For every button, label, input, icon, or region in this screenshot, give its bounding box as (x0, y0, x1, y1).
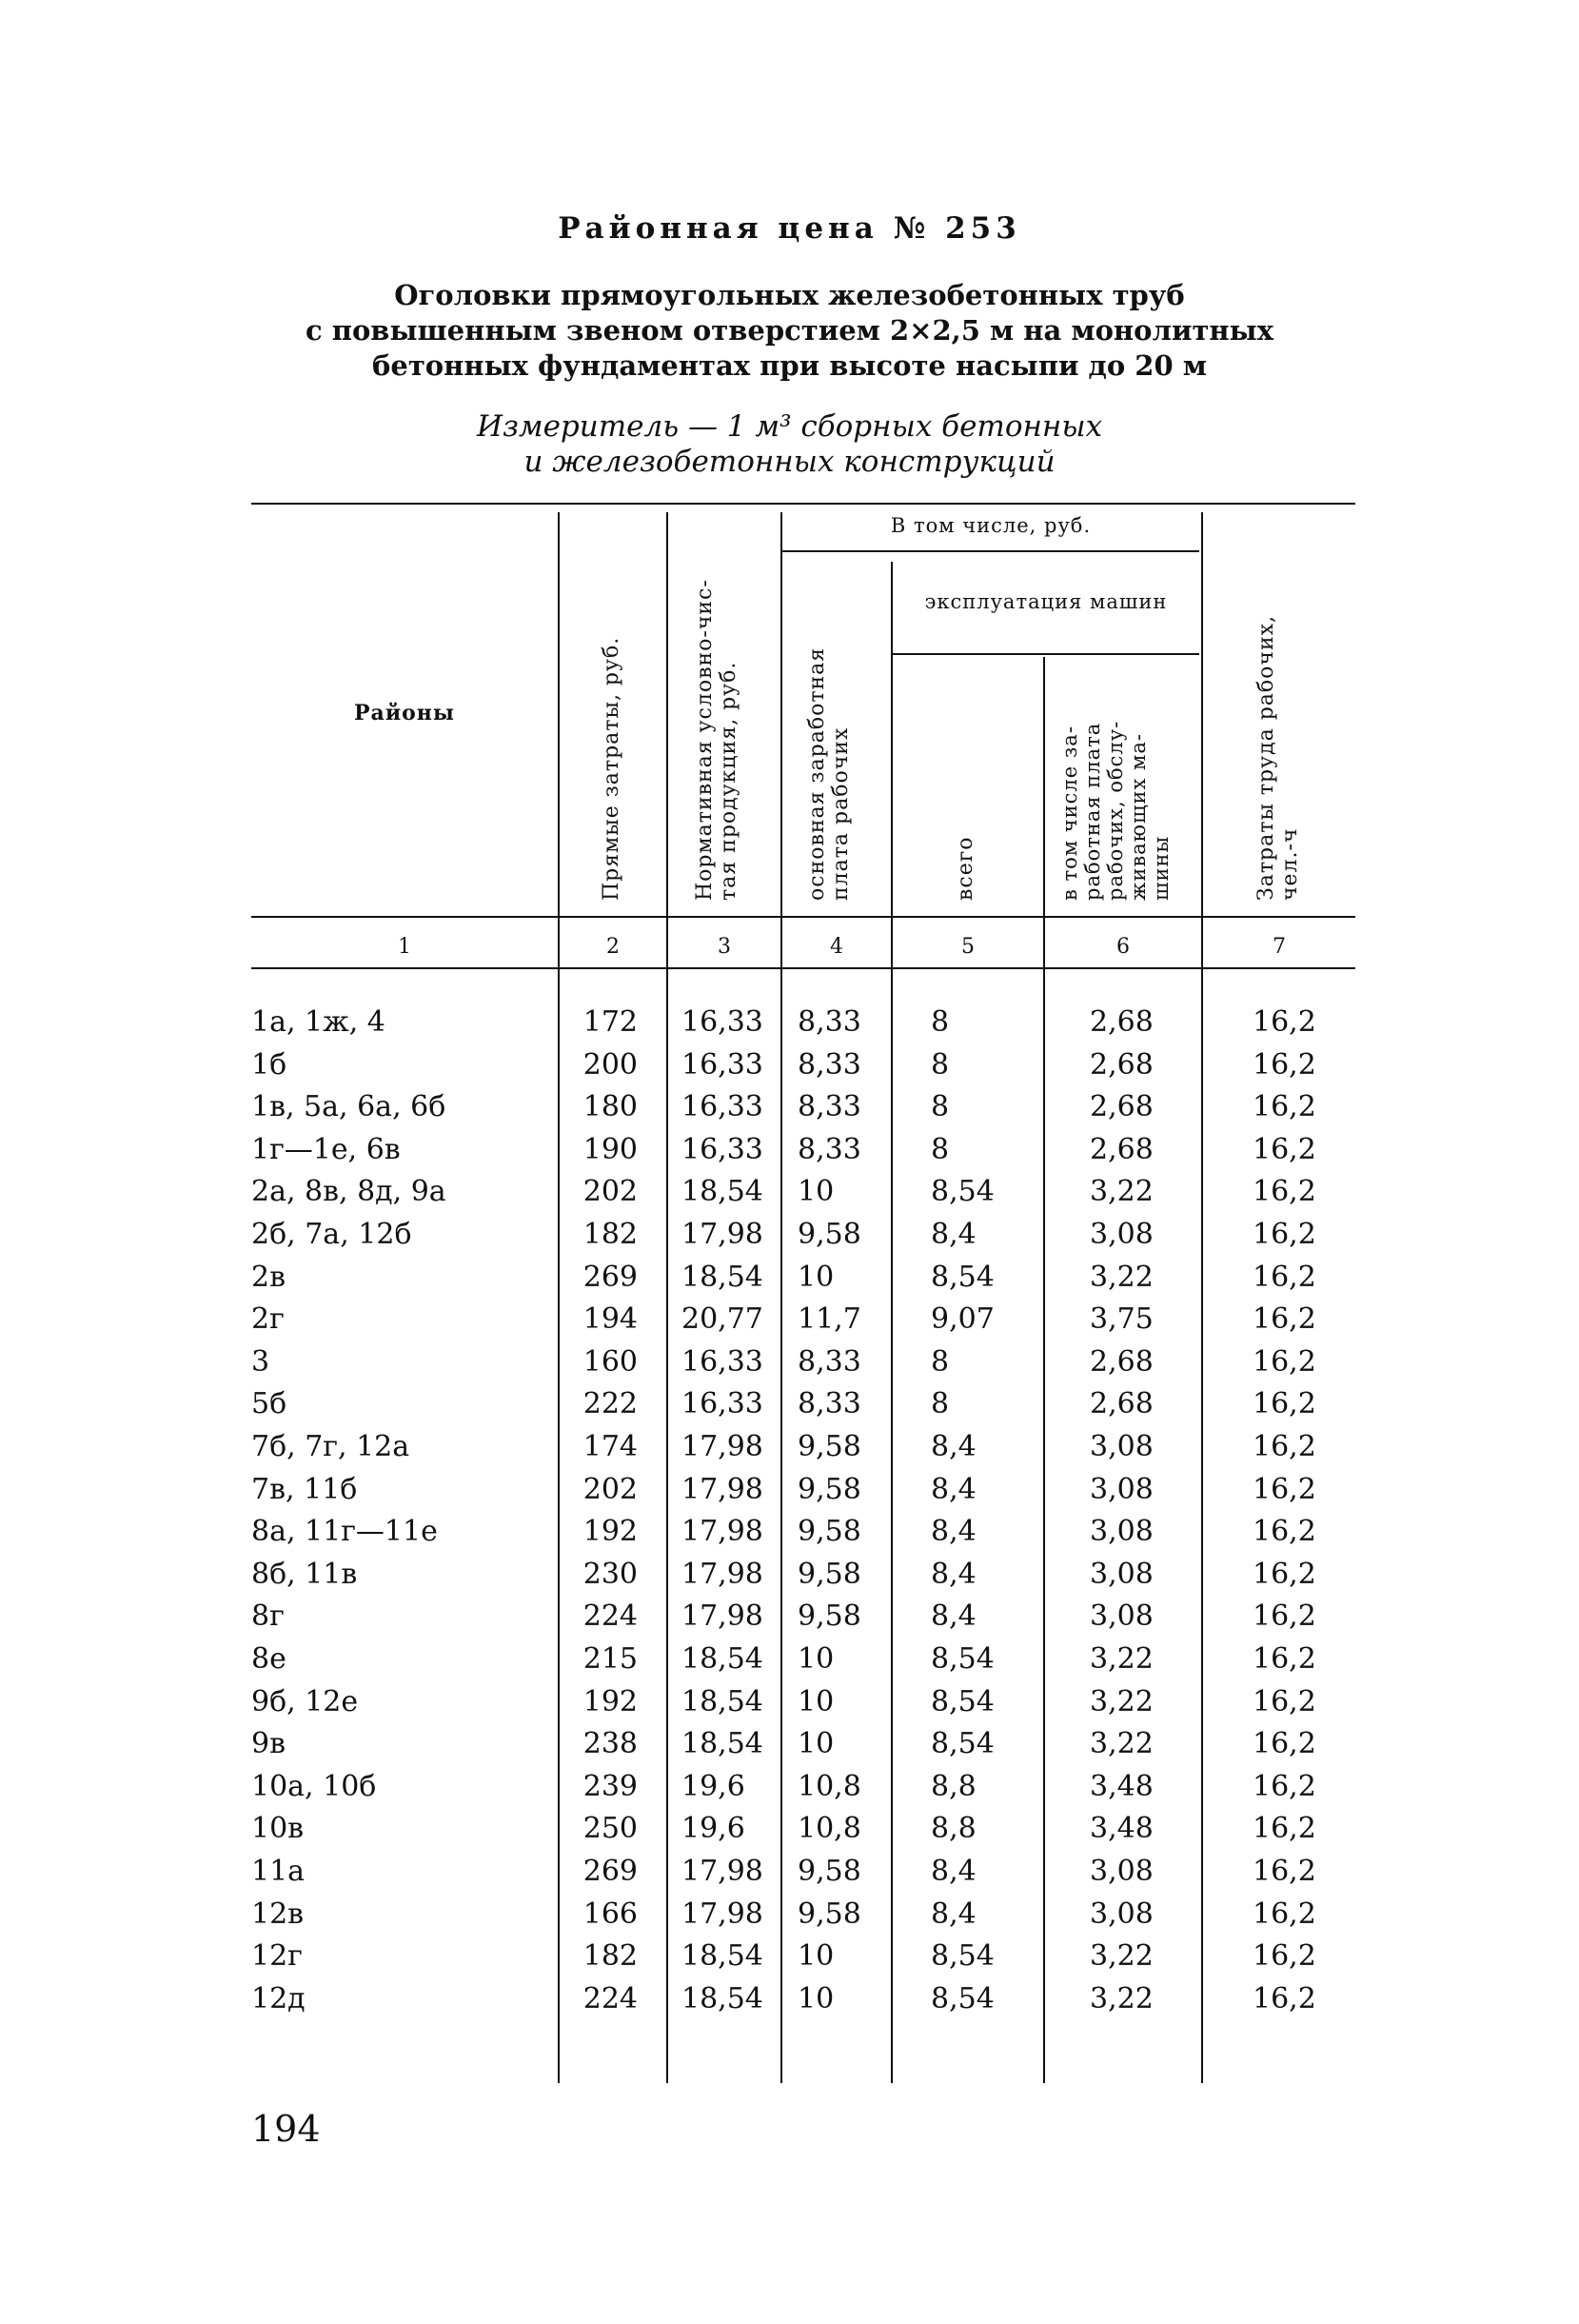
labor-cell: 16,2 (1253, 1175, 1316, 1208)
header-base-salary (805, 647, 853, 901)
labor-cell: 16,2 (1253, 1005, 1316, 1039)
machine-salary-cell: 3,48 (1090, 1770, 1154, 1803)
machine-total-cell: 8,4 (931, 1515, 977, 1548)
machine-total-cell: 8,54 (931, 1727, 995, 1760)
base-salary-cell: 9,58 (798, 1558, 861, 1591)
measure-line: Измеритель — 1 м³ сборных бетонных (476, 409, 1103, 444)
region-cell: 2б, 7а, 12б (251, 1218, 412, 1251)
header-bottom-rule (251, 916, 1355, 918)
machine-total-cell: 8,54 (931, 1939, 995, 1973)
labor-cell: 16,2 (1253, 1770, 1316, 1803)
machine-salary-cell: 3,08 (1090, 1558, 1154, 1591)
base-salary-cell: 10 (798, 1685, 835, 1718)
machine-total-cell: 8,8 (931, 1812, 977, 1845)
machine-total-cell: 8 (931, 1133, 950, 1166)
machine-salary-cell: 3,22 (1090, 1982, 1154, 2016)
machine-salary-cell: 3,08 (1090, 1473, 1154, 1506)
region-cell: 10в (251, 1812, 305, 1845)
page-number: 194 (251, 2108, 321, 2150)
direct-costs-cell: 194 (582, 1302, 638, 1336)
machine-total-cell: 8 (931, 1387, 950, 1420)
labor-cell: 16,2 (1253, 1727, 1316, 1760)
labor-cell: 16,2 (1253, 1387, 1316, 1420)
direct-costs-cell: 174 (582, 1430, 638, 1463)
machine-total-cell: 8,8 (931, 1770, 977, 1803)
base-salary-cell: 10,8 (798, 1812, 861, 1845)
base-salary-cell: 10 (798, 1175, 835, 1208)
labor-cell: 16,2 (1253, 1133, 1316, 1166)
machine-salary-cell: 3,22 (1090, 1175, 1154, 1208)
header-direct-costs (600, 637, 623, 901)
machine-salary-cell: 3,22 (1090, 1642, 1154, 1676)
column-divider (666, 512, 668, 2083)
column-divider (780, 512, 782, 2083)
labor-cell: 16,2 (1253, 1685, 1316, 1718)
subtitle (0, 278, 1579, 384)
column-divider (891, 562, 893, 2083)
normative-output-cell: 17,98 (681, 1855, 763, 1888)
region-cell: 2г (251, 1302, 285, 1336)
direct-costs-cell: 172 (582, 1005, 638, 1039)
direct-costs-cell: 215 (582, 1642, 638, 1676)
header-labor (1254, 615, 1302, 901)
direct-costs-cell: 192 (582, 1515, 638, 1548)
header-line: чел.-ч (1278, 827, 1302, 901)
base-salary-cell: 9,58 (798, 1855, 861, 1888)
header-machine-operation: эксплуатация машин (924, 590, 1168, 613)
normative-output-cell: 18,54 (681, 1727, 763, 1760)
direct-costs-cell: 239 (582, 1770, 638, 1803)
column-number: 2 (606, 935, 620, 959)
machine-total-cell: 8,4 (931, 1558, 977, 1591)
machine-total-cell: 8 (931, 1090, 950, 1123)
subtitle-line: с повышенным звеном отверстием 2×2,5 м на монолитных (305, 314, 1274, 347)
region-cell: 7в, 11б (251, 1473, 358, 1506)
header-line: Затраты труда рабочих, (1254, 614, 1278, 901)
machine-total-cell: 8,4 (931, 1473, 977, 1506)
region-cell: 2в (251, 1261, 286, 1294)
column-number-rule (251, 967, 1355, 969)
base-salary-cell: 9,58 (798, 1473, 861, 1506)
region-cell: 12в (251, 1897, 305, 1931)
region-cell: 12д (251, 1982, 306, 2016)
base-salary-cell: 10,8 (798, 1770, 861, 1803)
normative-output-cell: 17,98 (681, 1515, 763, 1548)
machine-salary-cell: 3,22 (1090, 1261, 1154, 1294)
normative-output-cell: 17,98 (681, 1558, 763, 1591)
normative-output-cell: 17,98 (681, 1473, 763, 1506)
base-salary-cell: 9,58 (798, 1897, 861, 1931)
region-cell: 9в (251, 1727, 286, 1760)
machine-total-cell: 8 (931, 1345, 950, 1379)
direct-costs-cell: 166 (582, 1897, 638, 1931)
region-cell: 8е (251, 1642, 286, 1676)
region-cell: 7б, 7г, 12а (251, 1430, 410, 1463)
normative-output-cell: 16,33 (681, 1005, 763, 1039)
region-cell: 3 (251, 1345, 270, 1379)
header-regions: Районы (354, 701, 455, 725)
header-line: работная плата (1081, 722, 1104, 901)
base-salary-cell: 10 (798, 1727, 835, 1760)
normative-output-cell: 16,33 (681, 1345, 763, 1379)
labor-cell: 16,2 (1253, 1812, 1316, 1845)
region-cell: 8б, 11в (251, 1558, 358, 1591)
labor-cell: 16,2 (1253, 1473, 1316, 1506)
normative-output-cell: 18,54 (681, 1685, 763, 1718)
direct-costs-cell: 238 (582, 1727, 638, 1760)
header-including: В том числе, руб. (890, 514, 1092, 537)
direct-costs-cell: 202 (582, 1473, 638, 1506)
machine-salary-cell: 3,08 (1090, 1430, 1154, 1463)
labor-cell: 16,2 (1253, 1558, 1316, 1591)
normative-output-cell: 18,54 (681, 1939, 763, 1973)
region-cell: 1а, 1ж, 4 (251, 1005, 385, 1039)
labor-cell: 16,2 (1253, 1345, 1316, 1379)
machine-total-cell: 8,4 (931, 1599, 977, 1633)
measure-unit (0, 409, 1579, 480)
column-number: 6 (1116, 935, 1130, 959)
base-salary-cell: 8,33 (798, 1048, 861, 1082)
labor-cell: 16,2 (1253, 1430, 1316, 1463)
direct-costs-cell: 192 (582, 1685, 638, 1718)
header-line: основная заработная (805, 646, 829, 901)
base-salary-cell: 8,33 (798, 1345, 861, 1379)
header-normative-output (693, 579, 740, 901)
base-salary-cell: 11,7 (798, 1302, 861, 1336)
labor-cell: 16,2 (1253, 1218, 1316, 1251)
base-salary-cell: 8,33 (798, 1005, 861, 1039)
region-cell: 1б (251, 1048, 287, 1082)
labor-cell: 16,2 (1253, 1939, 1316, 1973)
machine-total-cell: 8 (931, 1005, 950, 1039)
header-total-text: всего (954, 836, 977, 901)
table-top-rule (251, 503, 1355, 505)
direct-costs-cell: 182 (582, 1218, 638, 1251)
base-salary-cell: 9,58 (798, 1515, 861, 1548)
labor-cell: 16,2 (1253, 1515, 1316, 1548)
direct-costs-cell: 269 (582, 1261, 638, 1294)
header-line: живающих ма- (1127, 733, 1150, 901)
base-salary-cell: 10 (798, 1939, 835, 1973)
machine-salary-cell: 3,22 (1090, 1685, 1154, 1718)
machine-total-cell: 8,54 (931, 1642, 995, 1676)
region-cell: 8г (251, 1599, 285, 1633)
machine-total-cell: 8 (931, 1048, 950, 1082)
region-cell: 12г (251, 1939, 303, 1973)
header-line: шины (1150, 835, 1173, 901)
region-cell: 11а (251, 1855, 306, 1888)
machine-salary-cell: 2,68 (1090, 1387, 1154, 1420)
labor-cell: 16,2 (1253, 1599, 1316, 1633)
base-salary-cell: 8,33 (798, 1387, 861, 1420)
column-number: 4 (830, 935, 843, 959)
machine-salary-cell: 2,68 (1090, 1090, 1154, 1123)
region-cell: 10а, 10б (251, 1770, 377, 1803)
machine-salary-cell: 3,48 (1090, 1812, 1154, 1845)
region-cell: 1г—1е, 6в (251, 1133, 401, 1166)
column-number: 3 (718, 935, 731, 959)
base-salary-cell: 8,33 (798, 1090, 861, 1123)
base-salary-cell: 10 (798, 1261, 835, 1294)
base-salary-cell: 8,33 (798, 1133, 861, 1166)
header-direct-costs-text: Прямые затраты, руб. (600, 636, 623, 901)
labor-cell: 16,2 (1253, 1090, 1316, 1123)
region-cell: 2а, 8в, 8д, 9а (251, 1175, 446, 1208)
region-cell: 1в, 5а, 6а, 6б (251, 1090, 446, 1123)
direct-costs-cell: 250 (582, 1812, 638, 1845)
base-salary-cell: 9,58 (798, 1218, 861, 1251)
direct-costs-cell: 160 (582, 1345, 638, 1379)
normative-output-cell: 16,33 (681, 1387, 763, 1420)
header-rule-including (782, 550, 1199, 552)
column-number: 7 (1273, 935, 1286, 959)
subtitle-line: бетонных фундаментах при высоте насыпи до 20 м (372, 349, 1207, 382)
normative-output-cell: 17,98 (681, 1430, 763, 1463)
direct-costs-cell: 180 (582, 1090, 638, 1123)
column-divider (1043, 657, 1045, 2083)
machine-salary-cell: 3,08 (1090, 1599, 1154, 1633)
machine-total-cell: 8,4 (931, 1430, 977, 1463)
machine-total-cell: 8,54 (931, 1982, 995, 2016)
machine-salary-cell: 2,68 (1090, 1005, 1154, 1039)
header-total (954, 837, 977, 902)
direct-costs-cell: 269 (582, 1855, 638, 1888)
labor-cell: 16,2 (1253, 1642, 1316, 1676)
direct-costs-cell: 182 (582, 1939, 638, 1973)
base-salary-cell: 10 (798, 1982, 835, 2016)
normative-output-cell: 19,6 (681, 1812, 745, 1845)
machine-total-cell: 8,54 (931, 1175, 995, 1208)
region-cell: 9б, 12е (251, 1685, 359, 1718)
column-divider (1201, 512, 1203, 2083)
base-salary-cell: 10 (798, 1642, 835, 1676)
normative-output-cell: 18,54 (681, 1261, 763, 1294)
normative-output-cell: 17,98 (681, 1599, 763, 1633)
normative-output-cell: 17,98 (681, 1218, 763, 1251)
machine-total-cell: 9,07 (931, 1302, 995, 1336)
direct-costs-cell: 202 (582, 1175, 638, 1208)
normative-output-cell: 17,98 (681, 1897, 763, 1931)
direct-costs-cell: 230 (582, 1558, 638, 1591)
column-number: 1 (398, 935, 411, 959)
header-line: рабочих, обслу- (1104, 720, 1127, 901)
header-rule-machines (893, 653, 1199, 655)
direct-costs-cell: 200 (582, 1048, 638, 1082)
normative-output-cell: 20,77 (681, 1302, 763, 1336)
normative-output-cell: 16,33 (681, 1048, 763, 1082)
labor-cell: 16,2 (1253, 1982, 1316, 2016)
direct-costs-cell: 190 (582, 1133, 638, 1166)
machine-salary-cell: 3,75 (1090, 1302, 1154, 1336)
subtitle-line: Оголовки прямоугольных железобетонных труб (394, 279, 1185, 311)
machine-salary-cell: 3,22 (1090, 1727, 1154, 1760)
machine-total-cell: 8,4 (931, 1218, 977, 1251)
page-title: Районная цена № 253 (558, 211, 1021, 246)
labor-cell: 16,2 (1253, 1261, 1316, 1294)
normative-output-cell: 19,6 (681, 1770, 745, 1803)
header-line: плата рабочих (829, 726, 853, 901)
machine-salary-cell: 3,08 (1090, 1855, 1154, 1888)
labor-cell: 16,2 (1253, 1048, 1316, 1082)
machine-total-cell: 8,54 (931, 1685, 995, 1718)
column-number: 5 (961, 935, 975, 959)
header-line: тая продукция, руб. (717, 661, 740, 901)
machine-total-cell: 8,4 (931, 1897, 977, 1931)
direct-costs-cell: 224 (582, 1599, 638, 1633)
machine-salary-cell: 3,08 (1090, 1897, 1154, 1931)
machine-total-cell: 8,54 (931, 1261, 995, 1294)
machine-salary-cell: 3,08 (1090, 1515, 1154, 1548)
region-cell: 5б (251, 1387, 287, 1420)
base-salary-cell: 9,58 (798, 1599, 861, 1633)
base-salary-cell: 9,58 (798, 1430, 861, 1463)
header-line: Нормативная условно-чис- (693, 579, 717, 901)
machine-salary-cell: 2,68 (1090, 1133, 1154, 1166)
machine-salary-cell: 2,68 (1090, 1048, 1154, 1082)
labor-cell: 16,2 (1253, 1897, 1316, 1931)
normative-output-cell: 16,33 (681, 1133, 763, 1166)
labor-cell: 16,2 (1253, 1302, 1316, 1336)
machine-total-cell: 8,4 (931, 1855, 977, 1888)
labor-cell: 16,2 (1253, 1855, 1316, 1888)
measure-line: и железобетонных конструкций (523, 445, 1056, 479)
normative-output-cell: 18,54 (681, 1642, 763, 1676)
header-incl-salary (1058, 721, 1173, 901)
direct-costs-cell: 222 (582, 1387, 638, 1420)
region-cell: 8а, 11г—11е (251, 1515, 438, 1548)
normative-output-cell: 18,54 (681, 1982, 763, 2016)
header-line: в том числе за- (1058, 725, 1081, 901)
machine-salary-cell: 3,22 (1090, 1939, 1154, 1973)
direct-costs-cell: 224 (582, 1982, 638, 2016)
machine-salary-cell: 3,08 (1090, 1218, 1154, 1251)
normative-output-cell: 18,54 (681, 1175, 763, 1208)
machine-salary-cell: 2,68 (1090, 1345, 1154, 1379)
normative-output-cell: 16,33 (681, 1090, 763, 1123)
